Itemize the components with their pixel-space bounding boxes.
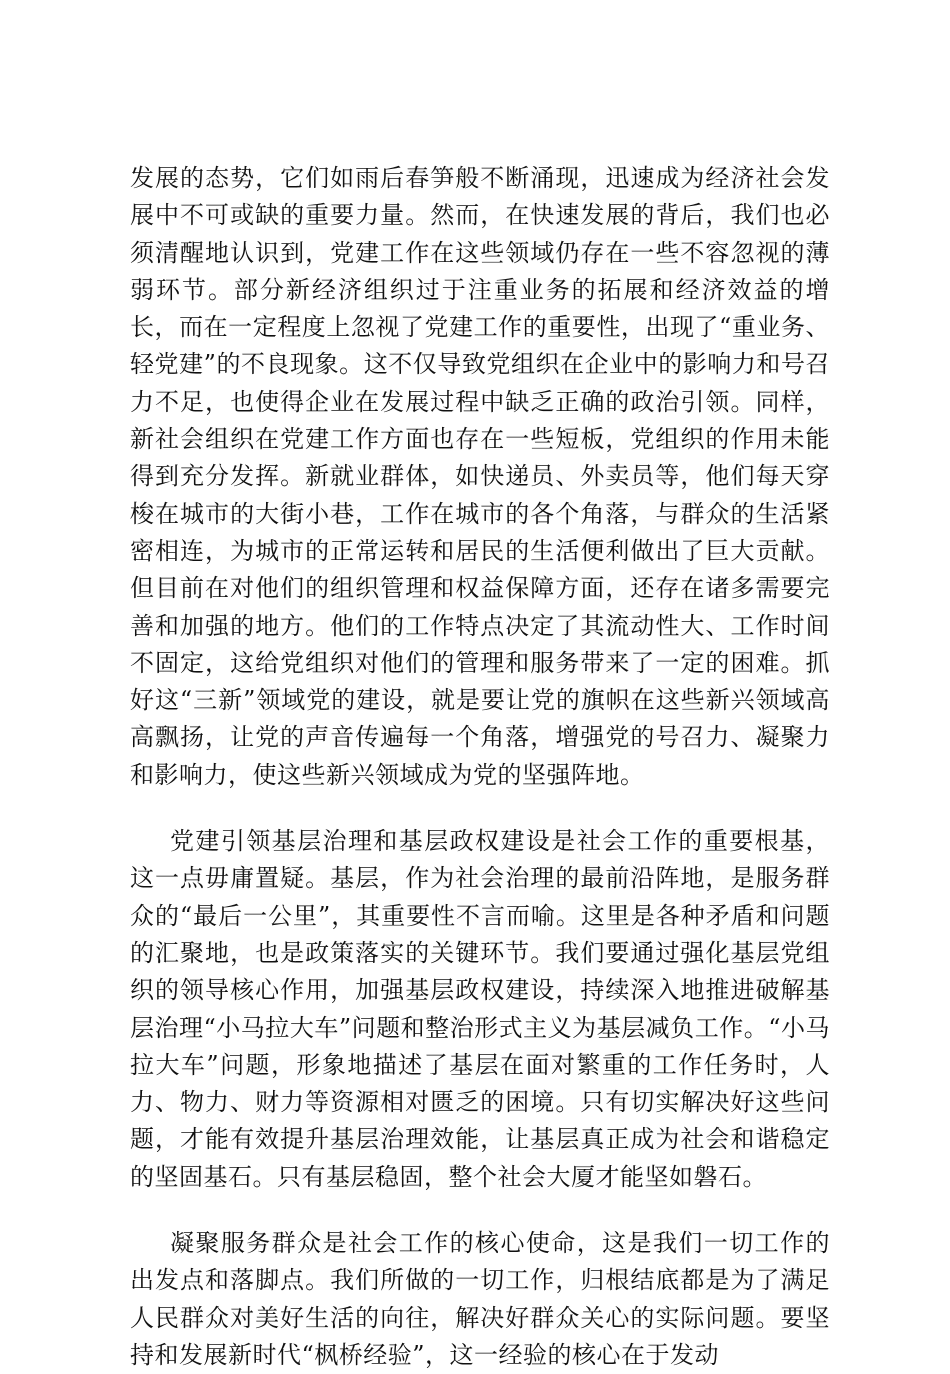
paragraph-1: 发展的态势，它们如雨后春笋般不断涌现，迅速成为经济社会发展中不可或缺的重要力量。然而，在快速发展的背后，我们也必须清醒地认识到，党建工作在这些领域仍存在一些不容忽视的薄弱环节。部分新经济组织过于注重业务的拓展和经济效益的增长，而在一定程度上忽视了党建工作的重要性，出现了“重业务、轻党建”的不良现象。这不仅导致党组织在企业中的影响力和号召力不足，也使得企业在发展过程中缺乏正确的政治引领。同样，新社会组织在党建工作方面也存在一些短板，党组织的作用未能得到充分发挥。新就业群体，如快递员、外卖员等，他们每天穿梭在城市的大街小巷，工作在城市的各个角落，与群众的生活紧密相连，为城市的正常运转和居民的生活便利做出了巨大贡献。但目前在对他们的组织管理和权益保障方面，还存在诸多需要完善和加强的地方。他们的工作特点决定了其流动性大、工作时间不固定，这给党组织对他们的管理和服务带来了一定的困难。抓好这“三新”领域党的建设，就是要让党的旗帜在这些新兴领域高高飘扬，让党的声音传遍每一个角落，增强党的号召力、凝聚力和影响力，使这些新兴领域成为党的坚强阵地。 xyxy=(130,164,830,789)
paragraph-3: 凝聚服务群众是社会工作的核心使命，这是我们一切工作的出发点和落脚点。我们所做的一切工作，归根结底都是为了满足人民群众对美好生活的向往，解决好群众关心的实际问题。要坚持和发展新时代“枫桥经验”，这一经验的核心在于发动 xyxy=(130,1229,830,1369)
document-body xyxy=(130,160,830,1374)
paragraph-2: 党建引领基层治理和基层政权建设是社会工作的重要根基，这一点毋庸置疑。基层，作为社会治理的最前沿阵地，是服务群众的“最后一公里”，其重要性不言而喻。这里是各种矛盾和问题的汇聚地，也是政策落实的关键环节。我们要通过强化基层党组织的领导核心作用，加强基层政权建设，持续深入地推进破解基层治理“小马拉大车”问题和整治形式主义为基层减负工作。“小马拉大车”问题，形象地描述了基层在面对繁重的工作任务时，人力、物力、财力等资源相对匮乏的困境。只有切实解决好这些问题，才能有效提升基层治理效能，让基层真正成为社会和谐稳定的坚固基石。只有基层稳固，整个社会大厦才能坚如磐石。 xyxy=(130,827,830,1191)
